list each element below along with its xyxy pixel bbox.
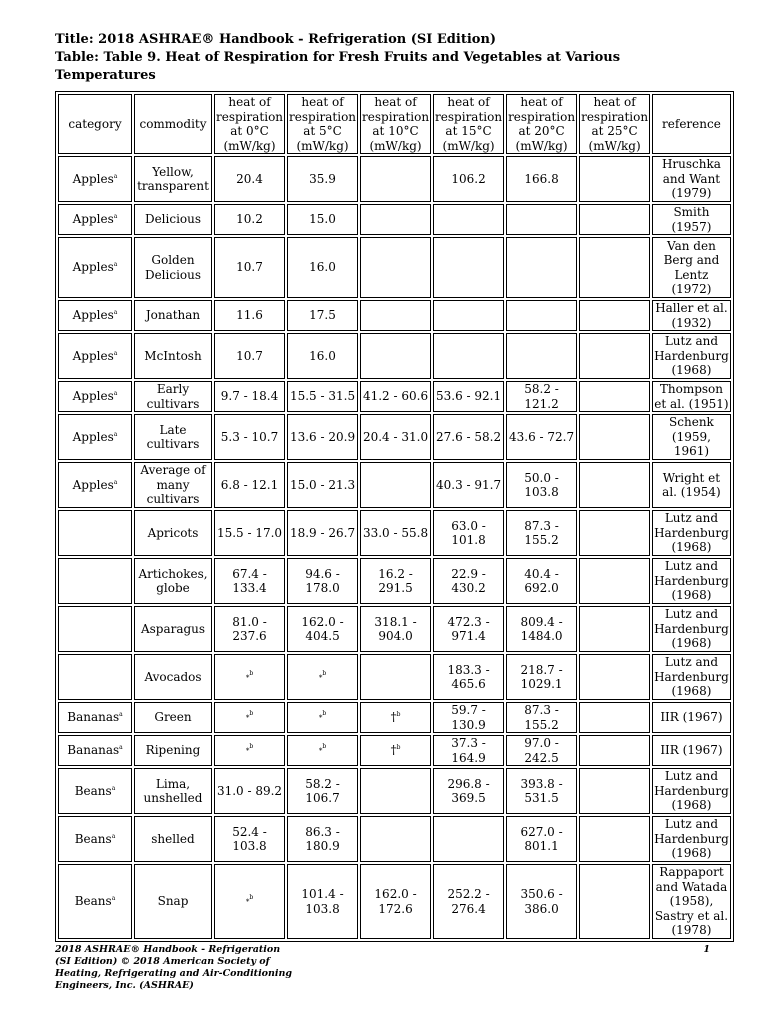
value-cell: 86.3 - 180.9 (287, 816, 358, 862)
value-cell: 40.4 - 692.0 (506, 558, 577, 604)
category-cell (58, 414, 132, 460)
category-label: Apples (72, 212, 114, 227)
footnote-mark: *$^b$ (318, 669, 327, 682)
value-cell: 59.7 - 130.9 (433, 702, 504, 733)
footnote-superscript: a (111, 832, 116, 840)
value-cell (506, 204, 577, 235)
footnote-superscript: a (113, 213, 118, 221)
column-header: heat of respiration at 20°C (mW/kg) (508, 95, 576, 153)
value-cell (579, 414, 650, 460)
value-cell: 58.2 - 106.7 (287, 768, 358, 814)
category-label: Apples (72, 260, 114, 275)
value-cell: 252.2 - 276.4 (433, 864, 504, 939)
commodity-cell: Golden Delicious (134, 237, 212, 298)
commodity-cell: Yellow, transparent (134, 156, 212, 202)
category-cell (58, 381, 132, 412)
commodity-cell: Late cultivars (134, 414, 212, 460)
value-cell: 63.0 - 101.8 (433, 510, 504, 556)
commodity-cell: Apricots (134, 510, 212, 556)
table-row (58, 333, 731, 379)
commodity-cell: Ripening (134, 735, 212, 766)
table-header-row (58, 94, 731, 154)
value-cell (360, 768, 431, 814)
table-row (58, 414, 731, 460)
table-title: Table: Table 9. Heat of Respiration for Fresh Fruits and Vegetables at Various Temperatures (55, 50, 621, 83)
value-cell: 15.0 - 21.3 (287, 462, 358, 508)
value-cell: 94.6 - 178.0 (287, 558, 358, 604)
reference-cell: Schenk (1959, 1961) (652, 414, 731, 460)
table-row (58, 558, 731, 604)
commodity-cell: Lima, unshelled (134, 768, 212, 814)
footnote-mark: †$^b$ (390, 710, 401, 725)
category-label: Apples (72, 477, 114, 492)
value-cell: 162.0 - 404.5 (287, 606, 358, 652)
commodity-cell: Average of many cultivars (134, 462, 212, 508)
value-cell (433, 333, 504, 379)
table-row (58, 768, 731, 814)
category-cell (58, 333, 132, 379)
footnote-superscript: a (111, 895, 116, 903)
category-cell (58, 156, 132, 202)
value-cell (579, 702, 650, 733)
value-cell: 87.3 - 155.2 (506, 510, 577, 556)
category-label: Bananas (67, 710, 120, 725)
category-cell (58, 300, 132, 331)
footnote-superscript: a (113, 478, 118, 486)
category-cell (58, 768, 132, 814)
value-cell: 10.7 (214, 333, 285, 379)
value-cell (433, 237, 504, 298)
reference-cell: Lutz and Hardenburg (1968) (654, 817, 729, 861)
footnote-superscript: a (119, 744, 123, 752)
value-cell (579, 510, 650, 556)
value-cell (579, 606, 650, 652)
column-header: heat of respiration at 0°C (mW/kg) (216, 95, 284, 153)
value-cell: 50.0 - 103.8 (506, 462, 577, 508)
table-row (58, 204, 731, 235)
value-cell (360, 735, 431, 766)
table-row (58, 300, 731, 331)
value-cell: 20.4 - 31.0 (360, 414, 431, 460)
commodity-cell: Jonathan (134, 300, 212, 331)
category-cell (58, 510, 132, 556)
value-cell: 58.2 - 121.2 (506, 381, 577, 412)
value-cell (579, 462, 650, 508)
value-cell (287, 702, 358, 733)
footnote-mark: *$^b$ (318, 743, 327, 756)
category-cell (58, 204, 132, 235)
footnote-superscript: a (119, 711, 123, 719)
value-cell: 67.4 - 133.4 (214, 558, 285, 604)
value-cell: 350.6 - 386.0 (506, 864, 577, 939)
footnote-superscript: a (113, 172, 118, 180)
value-cell: 40.3 - 91.7 (433, 462, 504, 508)
value-cell (579, 654, 650, 700)
value-cell: 218.7 - 1029.1 (506, 654, 577, 700)
value-cell: 37.3 - 164.9 (433, 735, 504, 766)
respiration-table (55, 91, 734, 942)
value-cell: 318.1 - 904.0 (360, 606, 431, 652)
commodity-cell: Snap (134, 864, 212, 939)
reference-cell: Lutz and Hardenburg (1968) (654, 607, 729, 651)
value-cell (287, 654, 358, 700)
value-cell (579, 864, 650, 939)
table-row (58, 237, 731, 298)
commodity-cell: Artichokes, globe (134, 558, 212, 604)
category-cell (58, 654, 132, 700)
column-header: heat of respiration at 25°C (mW/kg) (581, 95, 649, 153)
footnote-superscript: a (113, 261, 118, 269)
reference-cell: Lutz and Hardenburg (1968) (654, 511, 729, 555)
commodity-cell: Green (134, 702, 212, 733)
value-cell (433, 204, 504, 235)
value-cell: 16.2 - 291.5 (360, 558, 431, 604)
value-cell (579, 156, 650, 202)
value-cell (360, 462, 431, 508)
value-cell (579, 768, 650, 814)
category-label: Apples (72, 308, 114, 323)
value-cell: 81.0 - 237.6 (214, 606, 285, 652)
commodity-cell: shelled (134, 816, 212, 862)
value-cell (506, 237, 577, 298)
value-cell (579, 816, 650, 862)
value-cell (214, 735, 285, 766)
footnote-mark: *$^b$ (245, 669, 254, 682)
category-cell (58, 702, 132, 733)
value-cell: 27.6 - 58.2 (433, 414, 504, 460)
category-cell (58, 462, 132, 508)
reference-cell: Lutz and Hardenburg (1968) (654, 559, 729, 603)
footnote-mark: *$^b$ (245, 894, 254, 907)
table-row (58, 654, 731, 700)
value-cell: 13.6 - 20.9 (287, 414, 358, 460)
category-label: Apples (72, 389, 114, 404)
table-row (58, 864, 731, 939)
value-cell: 162.0 - 172.6 (360, 864, 431, 939)
value-cell: 31.0 - 89.2 (214, 768, 285, 814)
value-cell (433, 816, 504, 862)
page-number: 1 (703, 944, 710, 955)
column-header: heat of respiration at 10°C (mW/kg) (362, 95, 430, 153)
value-cell: 101.4 - 103.8 (287, 864, 358, 939)
value-cell (579, 735, 650, 766)
category-cell (58, 864, 132, 939)
value-cell (579, 558, 650, 604)
category-label: Apples (72, 348, 114, 363)
value-cell: 43.6 - 72.7 (506, 414, 577, 460)
value-cell (433, 300, 504, 331)
value-cell (214, 864, 285, 939)
footnote-superscript: a (113, 430, 118, 438)
value-cell (360, 300, 431, 331)
value-cell (214, 654, 285, 700)
footnote-superscript: a (113, 390, 118, 398)
footnote-mark: *$^b$ (318, 710, 327, 723)
value-cell: 296.8 - 369.5 (433, 768, 504, 814)
value-cell: 11.6 (214, 300, 285, 331)
reference-cell: IIR (1967) (652, 735, 731, 766)
commodity-cell: Early cultivars (134, 381, 212, 412)
value-cell (579, 381, 650, 412)
value-cell (360, 237, 431, 298)
value-cell: 9.7 - 18.4 (214, 381, 285, 412)
table-row (58, 381, 731, 412)
category-label: Beans (74, 894, 112, 909)
value-cell: 22.9 - 430.2 (433, 558, 504, 604)
value-cell (360, 156, 431, 202)
reference-cell: Thompson et al. (1951) (652, 381, 731, 412)
value-cell: 393.8 - 531.5 (506, 768, 577, 814)
category-cell (58, 237, 132, 298)
commodity-cell: Asparagus (134, 606, 212, 652)
table-row (58, 816, 731, 862)
footnote-mark: *$^b$ (245, 743, 254, 756)
value-cell: 41.2 - 60.6 (360, 381, 431, 412)
footnote-mark: *$^b$ (245, 710, 254, 723)
value-cell: 15.5 - 31.5 (287, 381, 358, 412)
category-cell (58, 816, 132, 862)
footnote-superscript: a (113, 349, 118, 357)
value-cell (360, 702, 431, 733)
value-cell: 5.3 - 10.7 (214, 414, 285, 460)
value-cell: 183.3 - 465.6 (433, 654, 504, 700)
category-label: Beans (74, 783, 112, 798)
category-cell (58, 735, 132, 766)
table-container (55, 91, 734, 942)
reference-cell: Lutz and Hardenburg (1968) (654, 769, 729, 813)
value-cell (579, 300, 650, 331)
reference-cell: Haller et al. (1932) (652, 300, 731, 331)
commodity-cell: Avocados (134, 654, 212, 700)
table-row (58, 735, 731, 766)
value-cell (360, 204, 431, 235)
value-cell: 472.3 - 971.4 (433, 606, 504, 652)
table-body (58, 156, 731, 939)
table-row (58, 510, 731, 556)
reference-cell: Wright et al. (1954) (652, 462, 731, 508)
value-cell: 809.4 - 1484.0 (506, 606, 577, 652)
value-cell: 87.3 - 155.2 (506, 702, 577, 733)
footnote-superscript: a (113, 309, 118, 317)
commodity-cell: McIntosh (134, 333, 212, 379)
value-cell: 20.4 (214, 156, 285, 202)
reference-cell: Rappaport and Watada (1958), Sastry et al. (1978) (652, 864, 731, 939)
category-label: Apples (72, 171, 114, 186)
reference-cell: Lutz and Hardenburg (1968) (654, 655, 729, 699)
value-cell (360, 333, 431, 379)
value-cell: 17.5 (287, 300, 358, 331)
document-header (55, 31, 695, 85)
value-cell: 166.8 (506, 156, 577, 202)
document-title: Title: 2018 ASHRAE® Handbook - Refrigeration (SI Edition) (55, 32, 497, 47)
commodity-cell: Delicious (134, 204, 212, 235)
value-cell: 10.2 (214, 204, 285, 235)
value-cell (360, 654, 431, 700)
value-cell: 33.0 - 55.8 (360, 510, 431, 556)
value-cell (360, 816, 431, 862)
category-cell (58, 558, 132, 604)
value-cell (214, 702, 285, 733)
reference-cell: Van den Berg and Lentz (1972) (652, 237, 731, 298)
value-cell: 52.4 - 103.8 (214, 816, 285, 862)
footer-copyright: 2018 ASHRAE® Handbook - Refrigeration (SI Edition) © 2018 American Society of Heating, Refrigerating and Air-Conditioning Engineers, Inc. (ASHRAE) (55, 944, 293, 991)
footnote-superscript: a (111, 784, 116, 792)
reference-cell: IIR (1967) (652, 702, 731, 733)
column-header: heat of respiration at 5°C (mW/kg) (289, 95, 357, 153)
value-cell: 106.2 (433, 156, 504, 202)
value-cell (579, 237, 650, 298)
value-cell: 18.9 - 26.7 (287, 510, 358, 556)
table-row (58, 462, 731, 508)
table-row (58, 702, 731, 733)
category-cell (58, 606, 132, 652)
value-cell: 6.8 - 12.1 (214, 462, 285, 508)
value-cell: 35.9 (287, 156, 358, 202)
column-header: reference (652, 94, 731, 154)
value-cell: 53.6 - 92.1 (433, 381, 504, 412)
footnote-mark: †$^b$ (390, 743, 401, 758)
value-cell: 97.0 - 242.5 (506, 735, 577, 766)
value-cell (579, 333, 650, 379)
table-row (58, 156, 731, 202)
value-cell (287, 735, 358, 766)
column-header: commodity (134, 94, 212, 154)
table-row (58, 606, 731, 652)
value-cell: 10.7 (214, 237, 285, 298)
value-cell: 16.0 (287, 333, 358, 379)
value-cell (506, 333, 577, 379)
reference-cell: Lutz and Hardenburg (1968) (654, 334, 729, 378)
category-label: Bananas (67, 743, 120, 758)
column-header: category (58, 94, 132, 154)
value-cell: 15.5 - 17.0 (214, 510, 285, 556)
value-cell (579, 204, 650, 235)
reference-cell: Smith (1957) (652, 204, 731, 235)
category-label: Beans (74, 831, 112, 846)
value-cell: 627.0 - 801.1 (506, 816, 577, 862)
value-cell: 16.0 (287, 237, 358, 298)
value-cell: 15.0 (287, 204, 358, 235)
category-label: Apples (72, 429, 114, 444)
reference-cell: Hruschka and Want (1979) (652, 156, 731, 202)
column-header: heat of respiration at 15°C (mW/kg) (435, 95, 503, 153)
value-cell (506, 300, 577, 331)
